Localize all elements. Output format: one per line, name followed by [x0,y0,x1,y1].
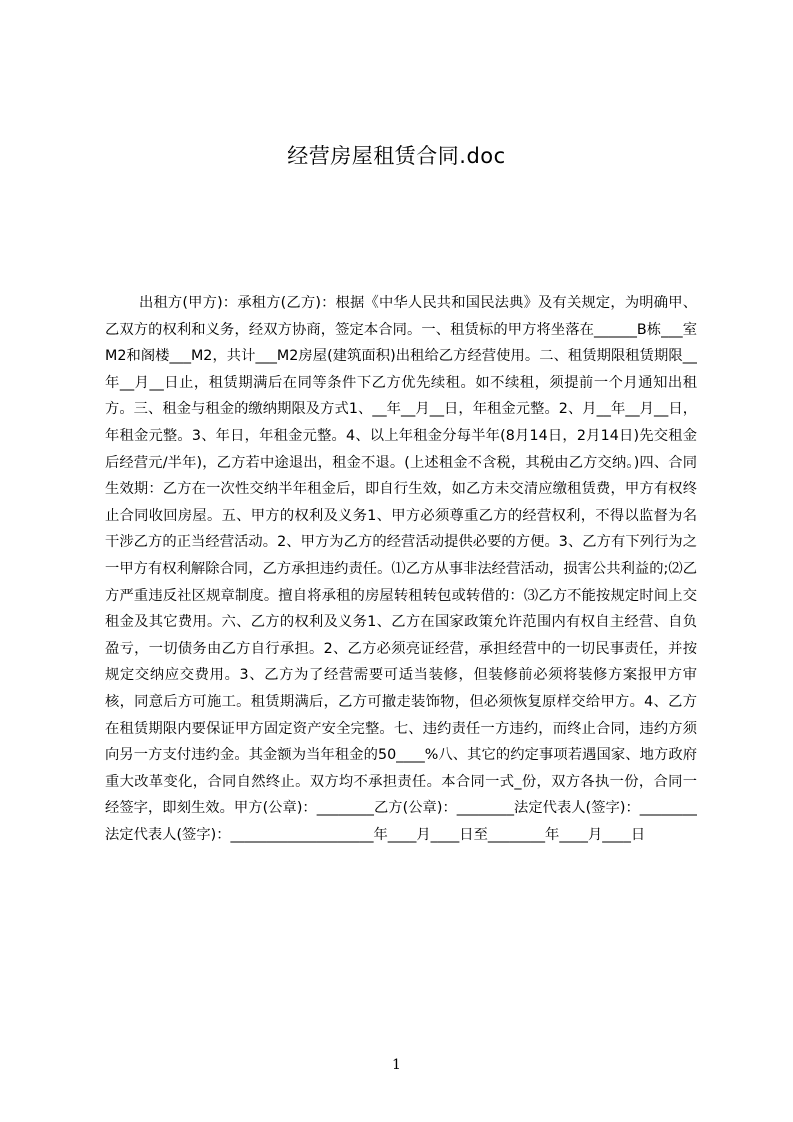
contract-body-text: 出租方(甲方)：承租方(乙方)：根据《中华人民共和国民法典》及有关规定，为明确甲、乙双方的权利和义务，经双方协商，签定本合同。一、租赁标的甲方将坐落在______B栋___室M2和阁楼___M2，共计___M2房屋(建筑面积)出租给乙方经营使用。二、租赁期限租赁期限__年__月__日止，租赁期满后在同等条件下乙方优先续租。如不续租，须提前一个月通知出租方。三、租金与租金的缴纳期限及方式1、__年__月__日，年租金元整。2、月__年__月__日，年租金元整。3、年日，年租金元整。4、以上年租金分每半年(8月14日，2月14日)先交租金后经营元/半年)，乙方若中途退出，租金不退。(上述租金不含税，其税由乙方交纳。)四、合同生效期：乙方在一次性交纳半年租金后，即自行生效，如乙方未交清应缴租赁费，甲方有权终止合同收回房屋。五、甲方的权利及义务1、甲方必须尊重乙方的经营权利，不得以监督为名干涉乙方的正当经营活动。2、甲方为乙方的经营活动提供必要的方便。3、乙方有下列行为之一甲方有权利解除合同，乙方承担违约责任。⑴乙方从事非法经营活动，损害公共利益的;⑵乙方严重违反社区规章制度。擅自将承租的房屋转租转包或转借的：⑶乙方不能按规定时间上交租金及其它费用。六、乙方的权利及义务1、乙方在国家政策允许范围内有权自主经营、自负盈亏，一切债务由乙方自行承担。2、乙方必须亮证经营，承担经营中的一切民事责任，并按规定交纳应交费用。3、乙方为了经营需要可适当装修，但装修前必须将装修方案报甲方审核，同意后方可施工。租赁期满后，乙方可撤走装饰物，但必须恢复原样交给甲方。4、乙方在租赁期限内要保证甲方固定资产安全完整。七、违约责任一方违约，而终止合同，违约方须向另一方支付违约金。其金额为当年租金的50____%八、其它的约定事项若遇国家、地方政府重大改革变化，合同自然终止。双方均不承担责任。本合同一式_份，双方各执一份，合同一经签字，即刻生效。甲方(公章)：________乙方(公章)：________法定代表人(签字)：________法定代表人(签字)：____________________年____月____日至________年____月____日 [105,295,697,843]
page-number: 1 [392,1057,401,1073]
document-title: 经营房屋租赁合同.doc [287,144,506,168]
